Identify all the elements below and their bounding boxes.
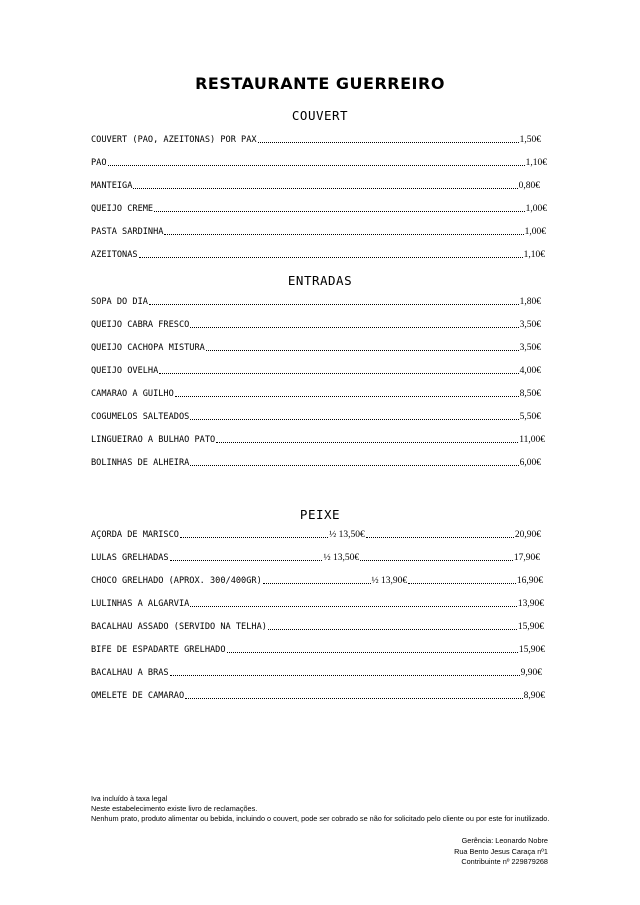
item-price: 9,90€: [520, 668, 542, 678]
dot-leader: [159, 366, 518, 374]
dot-leader: [366, 530, 514, 538]
menu-item: [91, 668, 542, 680]
dot-leader: [190, 599, 517, 607]
item-price: 6,00€: [519, 458, 541, 468]
dot-leader: [190, 412, 518, 420]
complaints-book-note: Neste estabelecimento existe livro de reclamações.: [91, 804, 258, 814]
item-name: COGUMELOS SALTEADOS: [91, 412, 190, 422]
item-name: QUEIJO OVELHA: [91, 366, 159, 376]
menu-item: [91, 435, 545, 447]
menu-item: [91, 553, 540, 565]
item-half-price: ½ 13,90€: [371, 576, 408, 586]
item-name: PASTA SARDINHA: [91, 227, 164, 237]
item-name: PÃO: [91, 158, 107, 168]
dot-leader: [360, 553, 513, 561]
menu-item: [91, 458, 541, 470]
address-info: Rua Bento Jesus Caraça nº1: [454, 846, 548, 856]
menu-item: [91, 181, 540, 193]
dot-leader: [180, 530, 328, 538]
dot-leader: [408, 576, 516, 584]
item-price: 8,90€: [523, 691, 545, 701]
menu-item: [91, 576, 543, 588]
dot-leader: [268, 622, 517, 630]
item-name: AÇORDA DE MARISCO: [91, 530, 179, 540]
item-name: LULINHAS À ALGARVIA: [91, 599, 190, 609]
dot-leader: [216, 435, 518, 443]
menu-item: [91, 158, 547, 170]
item-name: BIFE DE ESPADARTE GRELHADO: [91, 645, 226, 655]
item-price: 3,50€: [519, 343, 541, 353]
item-price: 3,50€: [519, 320, 541, 330]
dot-leader: [139, 250, 523, 258]
dot-leader: [263, 576, 371, 584]
menu-item: [91, 530, 541, 542]
menu-item: [91, 227, 546, 239]
item-price: 5,50€: [519, 412, 541, 422]
item-name: BACALHAU À BRÁS: [91, 668, 169, 678]
item-price: 17,90€: [513, 553, 540, 563]
taxpayer-info: Contribuinte nº 229879268: [461, 857, 548, 867]
menu-item: [91, 412, 541, 424]
manager-info: Gerência: Leonardo Nobre: [461, 836, 548, 845]
item-price: 11,00€: [519, 435, 545, 445]
dot-leader: [108, 158, 525, 166]
item-name: AZEITONAS: [91, 250, 138, 260]
item-name: LULAS GRELHADAS: [91, 553, 169, 563]
menu-item: [91, 343, 541, 355]
menu-item: [91, 297, 541, 309]
dot-leader: [190, 320, 518, 328]
item-price: 1,50€: [519, 135, 541, 145]
dot-leader: [190, 458, 518, 466]
couvert-policy-note: Nenhum prato, produto alimentar ou bebida, incluindo o couvert, pode ser cobrado se não for solicitado pelo cliente ou por este for inutilizado.: [91, 814, 550, 824]
item-name: OMELETE DE CAMARÃO: [91, 691, 185, 701]
dot-leader: [227, 645, 518, 653]
item-name: BOLINHAS DE ALHEIRA: [91, 458, 190, 468]
dot-leader: [170, 553, 323, 561]
dot-leader: [170, 668, 520, 676]
dot-leader: [258, 135, 519, 143]
dot-leader: [185, 691, 522, 699]
item-price: 4,00€: [519, 366, 541, 376]
item-price: 20,90€: [514, 530, 541, 540]
item-name: CAMARÃO À GUILHO: [91, 389, 174, 399]
menu-item: [91, 135, 541, 147]
item-half-price: ½ 13,50€: [329, 530, 365, 540]
dot-leader: [149, 297, 519, 305]
item-price: 1,10€: [523, 250, 545, 260]
section-title-entradas: ENTRADAS: [287, 273, 353, 288]
vat-note: Iva incluído à taxa legal: [91, 794, 168, 803]
item-name: QUEIJO CREME: [91, 204, 154, 214]
item-price: 15,90€: [517, 622, 544, 632]
item-name: QUEIJO CACHOPA MISTURA: [91, 343, 205, 353]
item-name: CHOCO GRELHADO (APROX. 300/400GR): [91, 576, 262, 586]
footer-contact: [454, 836, 548, 868]
section-title-peixe: PEIXE: [299, 507, 341, 522]
dot-leader: [164, 227, 523, 235]
menu-item: [91, 389, 541, 401]
section-title-couvert: COUVERT: [291, 108, 349, 123]
menu-item: [91, 599, 544, 611]
menu-item: [91, 645, 545, 657]
dot-leader: [154, 204, 525, 212]
restaurant-title: RESTAURANTE GUERREIRO: [195, 74, 445, 93]
item-name: MANTEIGA: [91, 181, 133, 191]
dot-leader: [133, 181, 517, 189]
item-name: COUVERT (PÃO, AZEITONAS) POR PAX: [91, 135, 257, 145]
item-price: 8,50€: [519, 389, 541, 399]
item-price: 1,00€: [524, 227, 546, 237]
footer-notes: [91, 794, 551, 825]
item-name: QUEIJO CABRA FRESCO: [91, 320, 190, 330]
item-price: 16,90€: [516, 576, 543, 586]
item-price: 1,80€: [519, 297, 541, 307]
item-price: 1,00€: [525, 204, 547, 214]
menu-item: [91, 204, 547, 216]
dot-leader: [206, 343, 519, 351]
item-half-price: ½ 13,50€: [323, 553, 360, 563]
item-name: LINGUEIRÃO À BULHÃO PATO: [91, 435, 216, 445]
menu-item: [91, 250, 545, 262]
item-price: 1,10€: [525, 158, 547, 168]
menu-item: [91, 320, 541, 332]
item-price: 13,90€: [517, 599, 544, 609]
menu-item: [91, 366, 541, 378]
item-name: BACALHAU ASSADO (SERVIDO NA TELHA): [91, 622, 267, 632]
dot-leader: [175, 389, 519, 397]
menu-item: [91, 691, 545, 703]
menu-item: [91, 622, 544, 634]
item-price: 0,80€: [518, 181, 540, 191]
item-price: 15,90€: [518, 645, 545, 655]
item-name: SOPA DO DIA: [91, 297, 148, 307]
